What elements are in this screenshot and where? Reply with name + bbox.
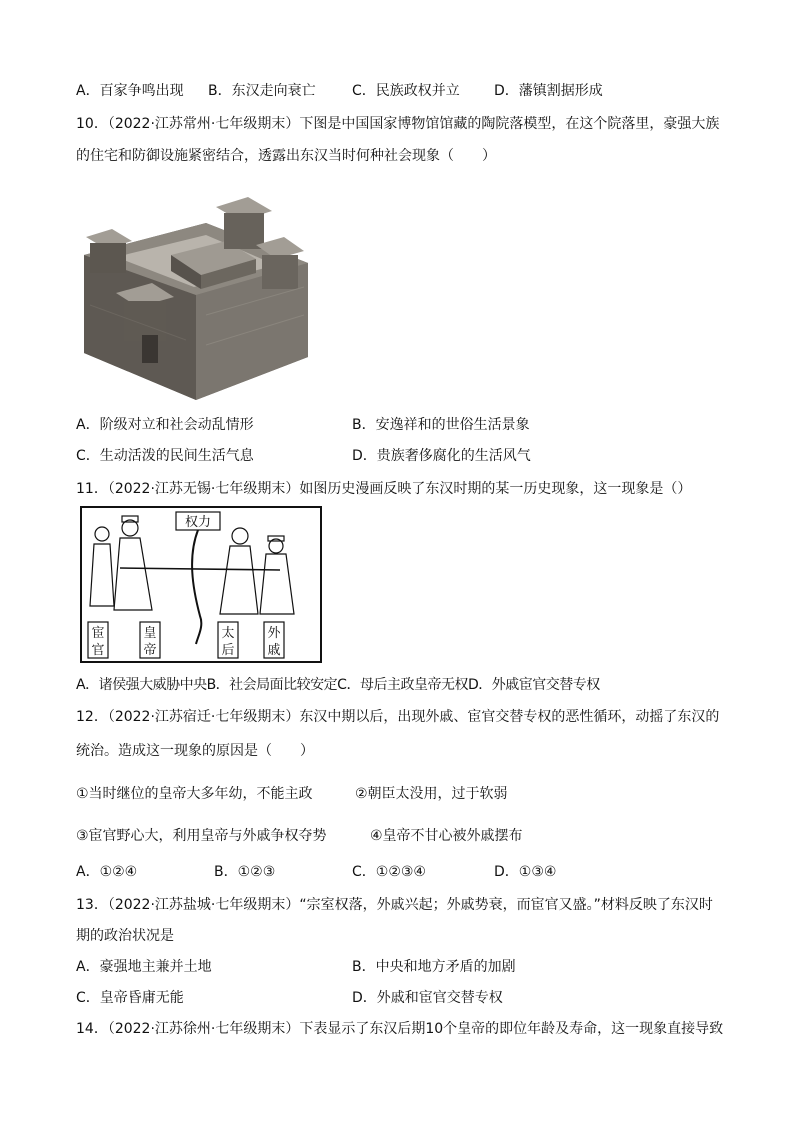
q13-option-a: A．豪强地主兼并土地 <box>76 959 212 975</box>
q12-option-c: C．①②③④ <box>352 864 426 880</box>
cartoon-inlaws-char2: 戚 <box>267 643 281 658</box>
history-cartoon-image <box>80 506 322 663</box>
q13-stem-line1: 13．（2022·江苏盐城·七年级期末）“宗室权落，外戚兴起；外戚势衰，而宦官又盛。”材料反映了东汉时 <box>76 897 713 913</box>
q9-option-c: C．民族政权并立 <box>352 83 460 99</box>
q10-option-d: D．贵族奢侈腐化的生活风气 <box>352 448 531 464</box>
q10-stem-line2: 的住宅和防御设施紧密结合，透露出东汉当时何种社会现象（ ） <box>76 148 496 164</box>
q10-option-a: A．阶级对立和社会动乱情形 <box>76 417 254 433</box>
q13-option-d: D．外戚和宦官交替专权 <box>352 990 503 1006</box>
cartoon-power-label: 权力 <box>184 515 212 530</box>
cartoon-emperor-char2: 帝 <box>143 643 157 658</box>
cartoon-empress-char1: 太 <box>221 626 235 641</box>
cartoon-inlaws-char1: 外 <box>267 626 281 641</box>
q12-option-d: D．①③④ <box>494 864 557 880</box>
q10-stem-line1: 10．（2022·江苏常州·七年级期末）下图是中国国家博物馆馆藏的陶院落模型，在这个院落里，豪强大族 <box>76 116 720 132</box>
q10-option-c: C．生动活泼的民间生活气息 <box>76 448 254 464</box>
cartoon-eunuch-char1: 宦 <box>91 626 105 641</box>
q10-option-b: B．安逸祥和的世俗生活景象 <box>352 417 530 433</box>
q11-stem: 11．（2022·江苏无锡·七年级期末）如图历史漫画反映了东汉时期的某一历史现象，这一现象是（） <box>76 481 692 497</box>
q13-option-b: B．中央和地方矛盾的加剧 <box>352 959 516 975</box>
q12-item-2: ②朝臣太没用，过于软弱 <box>355 786 508 802</box>
pottery-courtyard-model-image <box>76 185 316 410</box>
q13-stem-line2: 期的政治状况是 <box>76 928 174 944</box>
q12-option-a: A．①②④ <box>76 864 138 880</box>
q12-item-3: ③宦官野心大，利用皇帝与外戚争权夺势 <box>76 828 327 844</box>
q9-option-d: D．藩镇割据形成 <box>494 83 603 99</box>
cartoon-empress-char2: 后 <box>221 643 235 658</box>
q9-option-a: A．百家争鸣出现 <box>76 83 184 99</box>
cartoon-eunuch-char2: 官 <box>91 643 105 658</box>
q9-option-b: B．东汉走向衰亡 <box>208 83 316 99</box>
q12-stem-line1: 12．（2022·江苏宿迁·七年级期末）东汉中期以后，出现外戚、宦官交替专权的恶性循环，动摇了东汉的 <box>76 709 720 725</box>
cartoon-emperor-char1: 皇 <box>143 626 157 641</box>
q12-option-b: B．①②③ <box>214 864 276 880</box>
q12-stem-line2: 统治。造成这一现象的原因是（ ） <box>76 743 314 759</box>
q14-stem-line1: 14．（2022·江苏徐州·七年级期末）下表显示了东汉后期10个皇帝的即位年龄及寿命，这一现象直接导致 <box>76 1021 724 1037</box>
q11-options: A．诸侯强大威胁中央B．社会局面比较安定C．母后主政皇帝无权D．外戚宦官交替专权 <box>76 677 600 693</box>
q12-item-1: ①当时继位的皇帝大多年幼，不能主政 <box>76 786 313 802</box>
q12-item-4: ④皇帝不甘心被外戚摆布 <box>370 828 523 844</box>
q13-option-c: C．皇帝昏庸无能 <box>76 990 184 1006</box>
